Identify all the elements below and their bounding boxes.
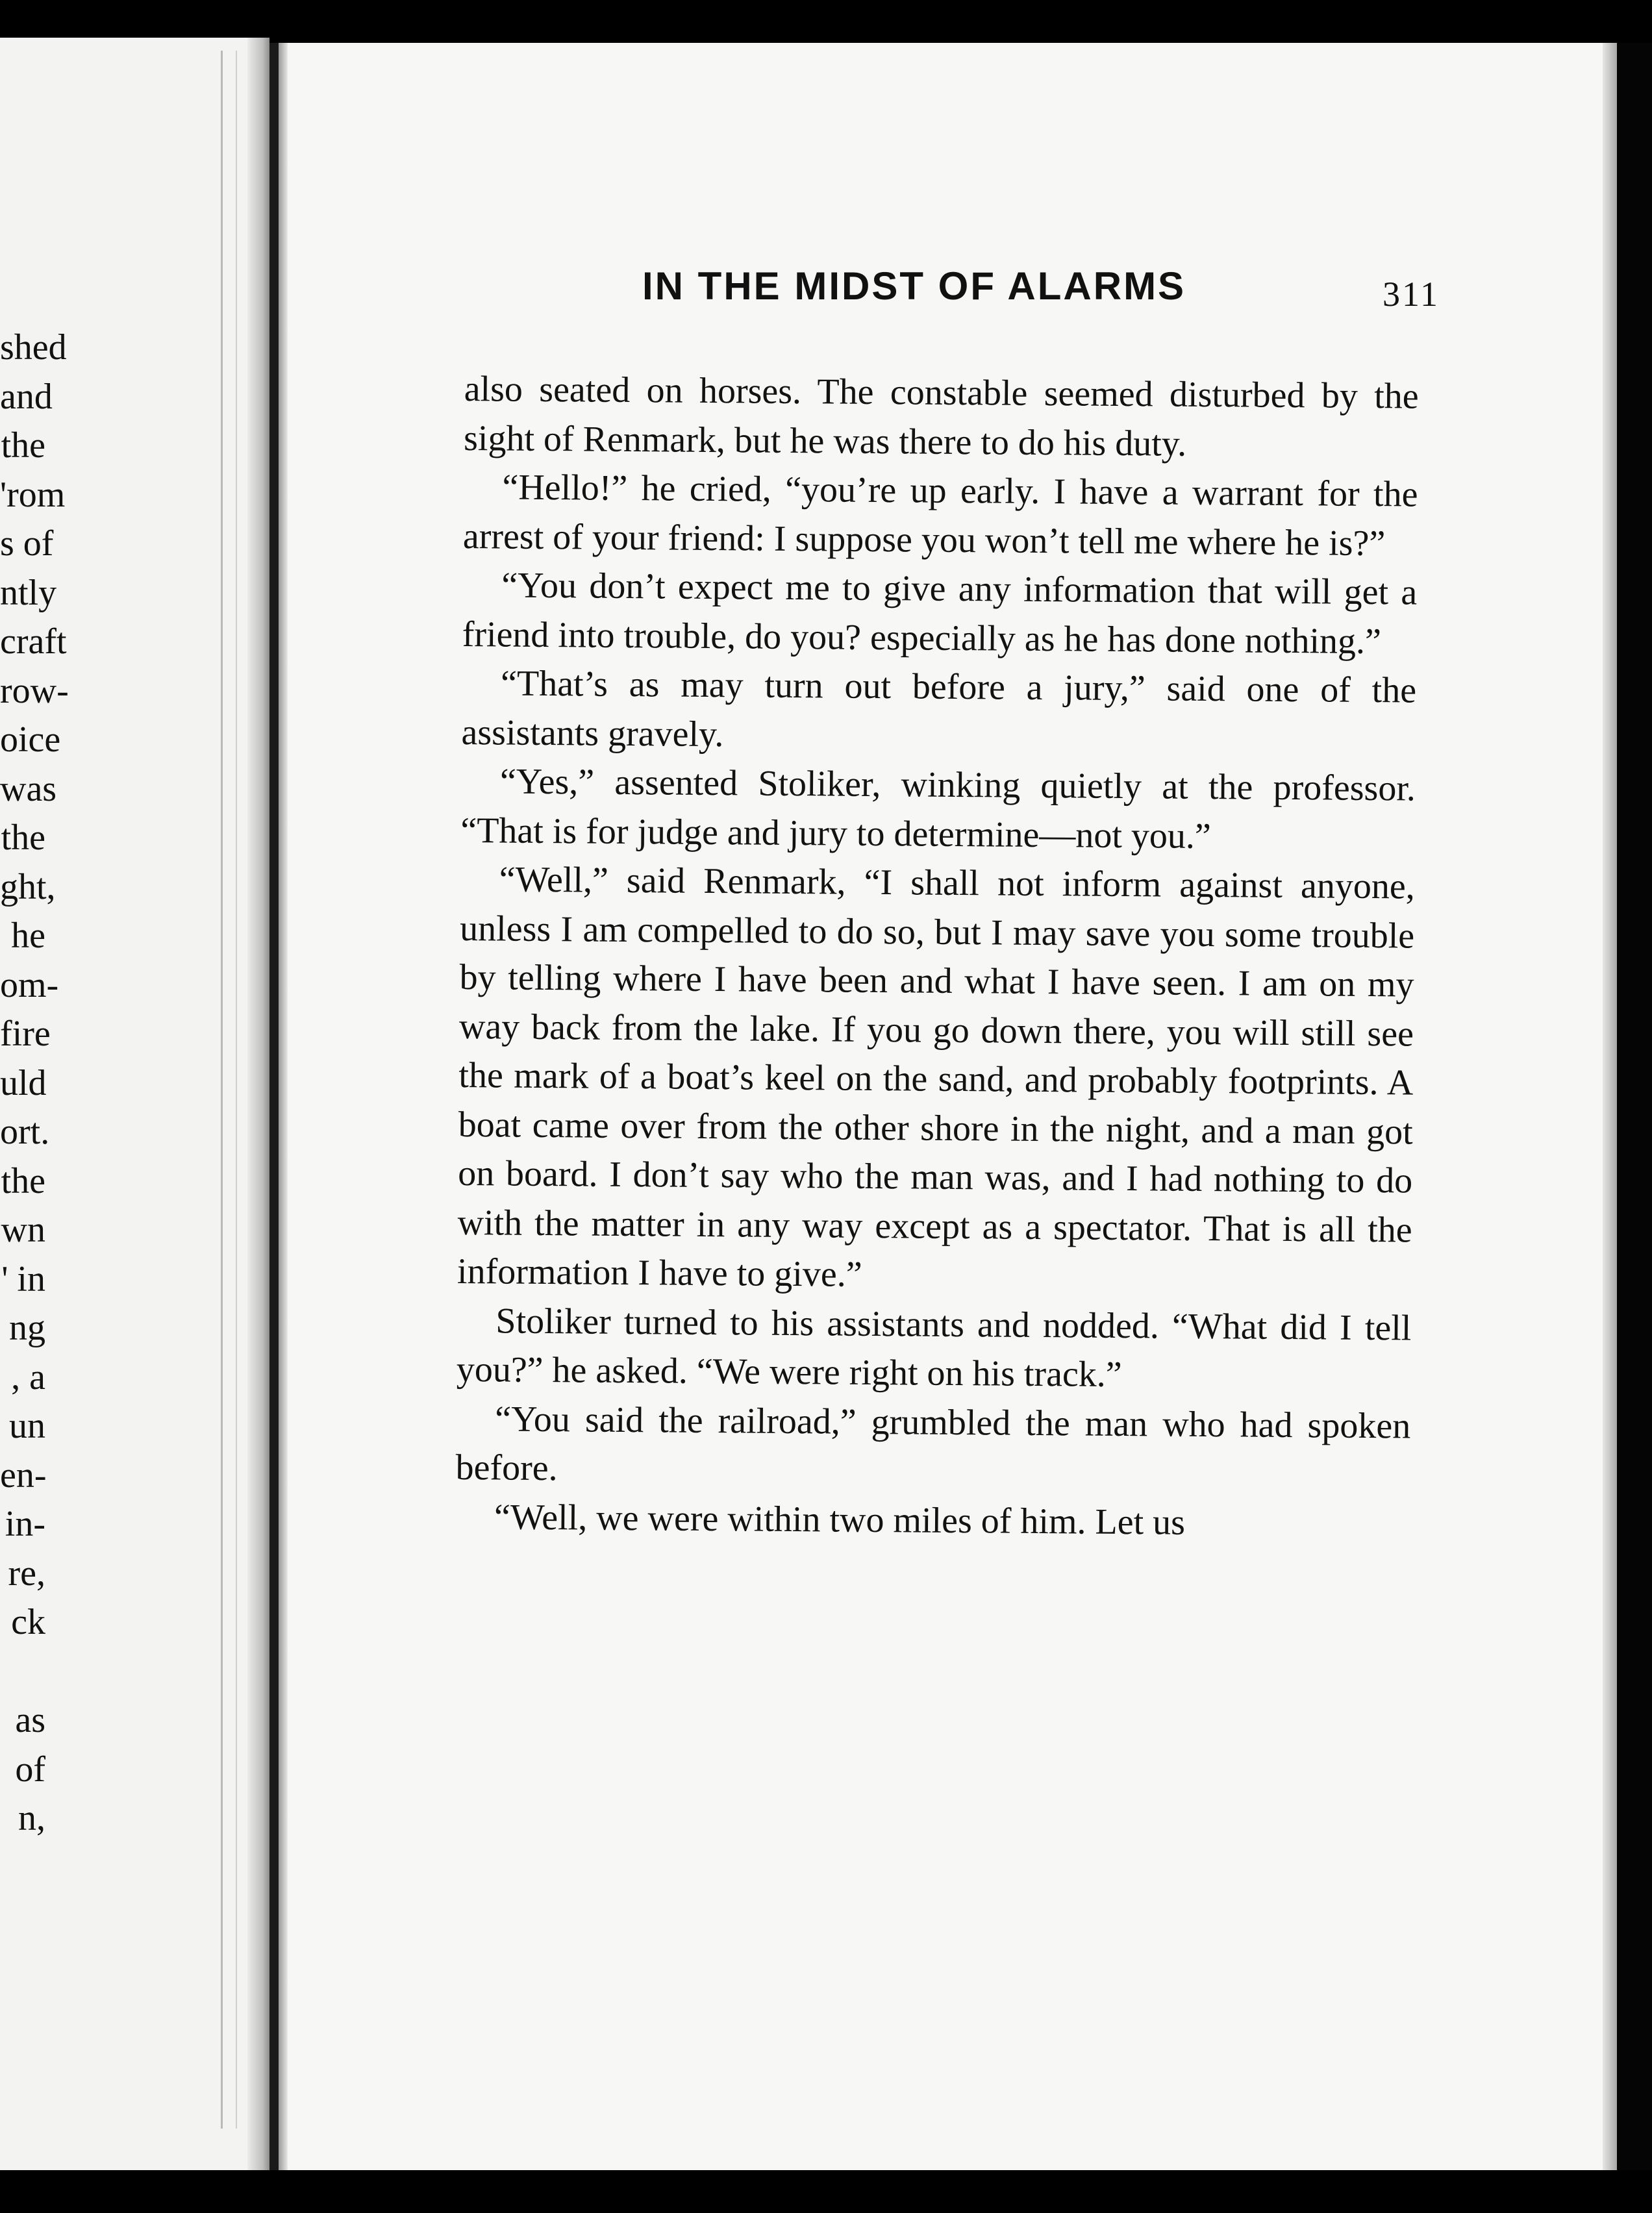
paragraph: “Yes,” assented Stoliker, winking quietly at the professor. “That is for judge and jury to determine—not you.” <box>460 761 1416 856</box>
left-fragment: as <box>15 1700 45 1740</box>
left-fragment: in- <box>5 1504 45 1544</box>
right-page-outer-edge <box>1603 43 1617 2170</box>
left-fragment: he <box>11 916 45 956</box>
left-fragment: row- <box>0 670 69 711</box>
left-fragment: re, <box>8 1553 45 1594</box>
left-fragment: ort. <box>0 1112 50 1152</box>
left-page <box>0 38 269 2174</box>
left-fragment: ght, <box>0 866 56 907</box>
left-page-edge-shadow <box>247 38 269 2174</box>
right-page-inner-shadow <box>279 43 288 2170</box>
paragraph: “Well,” said Renmark, “I shall not inform against anyone, unless I am compelled to do so, but I may save you some trouble by telling where I have been and what I have seen. I am on my way back from the lake. If you go down there, you will still see the mark of a boat’s keel on the sand, and probably footprints. A boat came over from the other shore in the night, and a man got on board. I don’t say who the man was, and I had nothing to do with the matter in any way except as a spectator. That is all the information I have to give.” <box>457 859 1415 1295</box>
left-page-fold-lines <box>221 51 237 2129</box>
left-fragment: ck <box>11 1602 45 1642</box>
left-fragment: en- <box>0 1455 47 1495</box>
page-number: 311 <box>1383 275 1440 314</box>
left-page-text-fragments <box>0 323 69 1844</box>
paragraph: “Well, we were within two miles of him. Let us <box>494 1496 1186 1543</box>
scan-border-bottom <box>0 2170 1652 2213</box>
paragraph: “Hello!” he cried, “you’re up early. I have a warrant for the arrest of your friend: I suppose you won’t tell me where he is?” <box>462 467 1418 564</box>
left-fragment: , a <box>11 1357 45 1397</box>
left-fragment: was <box>0 768 57 809</box>
left-fragment: the <box>1 1160 45 1201</box>
left-fragment: ng <box>9 1308 45 1348</box>
left-fragment <box>0 1647 45 1697</box>
scan-border-top <box>0 0 1652 43</box>
left-fragment: s of <box>0 523 54 564</box>
body-text <box>455 365 1419 1549</box>
left-fragment: oice <box>0 719 61 760</box>
left-fragment: n, <box>18 1798 45 1838</box>
left-fragment: the <box>1 818 45 858</box>
left-fragment: un <box>9 1406 45 1446</box>
left-fragment: craft <box>0 621 67 662</box>
paragraph: also seated on horses. The constable seemed disturbed by the sight of Renmark, but he was there to do his duty. <box>463 368 1419 464</box>
left-fragment: the <box>1 425 45 466</box>
left-fragment: 'rom <box>0 474 66 515</box>
paragraph: Stoliker turned to his assistants and nodded. “What did I tell you?” he asked. “We were right on his track.” <box>456 1300 1412 1395</box>
right-page <box>279 43 1617 2170</box>
left-fragment: om- <box>0 964 59 1005</box>
book-gutter <box>269 43 279 2173</box>
left-fragment: wn <box>1 1210 45 1250</box>
left-fragment: ntly <box>0 572 57 613</box>
running-head: IN THE MIDST OF ALARMS <box>642 264 1186 308</box>
left-fragment: uld <box>0 1062 47 1103</box>
paragraph: “That’s as may turn out before a jury,” said one of the assistants gravely. <box>461 663 1417 755</box>
left-fragment: of <box>15 1749 45 1790</box>
left-fragment: and <box>0 376 53 417</box>
paragraph: “You don’t expect me to give any information that will get a friend into trouble, do you? especially as he has done nothing.” <box>462 565 1418 662</box>
left-fragment: shed <box>0 327 67 368</box>
paragraph: “You said the railroad,” grumbled the man who had spoken before. <box>455 1398 1411 1489</box>
left-fragment: ' in <box>1 1258 45 1299</box>
left-fragment: fire <box>0 1014 51 1054</box>
